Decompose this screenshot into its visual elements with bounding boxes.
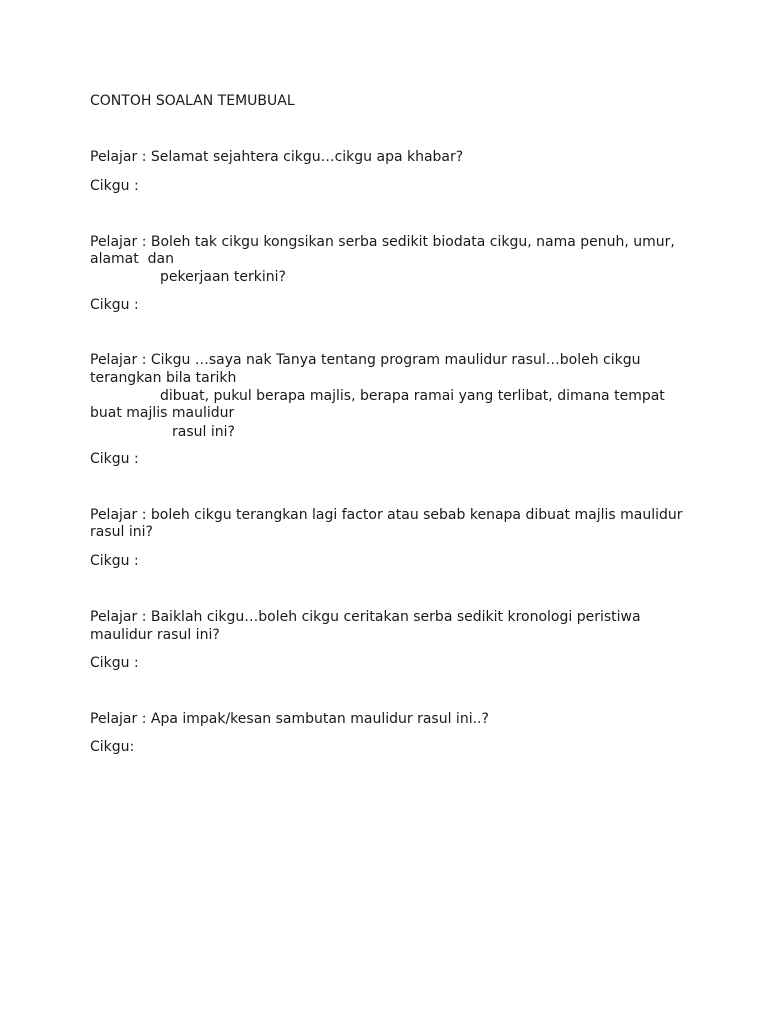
question-line: Pelajar : Baiklah cikgu…boleh cikgu ceritakan serba sedikit kronologi peristiwa bbox=[90, 609, 641, 625]
question-line: Pelajar : Boleh tak cikgu kongsikan serba sedikit biodata cikgu, nama penuh, umur, bbox=[90, 234, 675, 250]
question-line: buat majlis maulidur bbox=[90, 405, 235, 421]
answer-label: Cikgu : bbox=[90, 178, 139, 194]
question-line: maulidur rasul ini? bbox=[90, 627, 220, 643]
question-line: Pelajar : boleh cikgu terangkan lagi factor atau sebab kenapa dibuat majlis maulidur bbox=[90, 507, 683, 523]
question-line: dibuat, pukul berapa majlis, berapa ramai yang terlibat, dimana tempat bbox=[160, 388, 665, 404]
question-line: rasul ini? bbox=[90, 524, 153, 540]
question-line: Pelajar : Selamat sejahtera cikgu…cikgu apa khabar? bbox=[90, 149, 464, 165]
question-line: pekerjaan terkini? bbox=[160, 269, 286, 285]
question-line: rasul ini? bbox=[172, 424, 235, 440]
answer-label: Cikgu : bbox=[90, 451, 139, 467]
question-line: alamat dan bbox=[90, 251, 174, 267]
answer-label: Cikgu : bbox=[90, 655, 139, 671]
question-line: Pelajar : Apa impak/kesan sambutan maulidur rasul ini..? bbox=[90, 711, 489, 727]
question-line: terangkan bila tarikh bbox=[90, 370, 237, 386]
document-title: CONTOH SOALAN TEMUBUAL bbox=[90, 93, 295, 109]
answer-label: Cikgu : bbox=[90, 297, 139, 313]
question-line: Pelajar : Cikgu …saya nak Tanya tentang program maulidur rasul…boleh cikgu bbox=[90, 352, 641, 368]
answer-label: Cikgu: bbox=[90, 739, 135, 755]
answer-label: Cikgu : bbox=[90, 553, 139, 569]
